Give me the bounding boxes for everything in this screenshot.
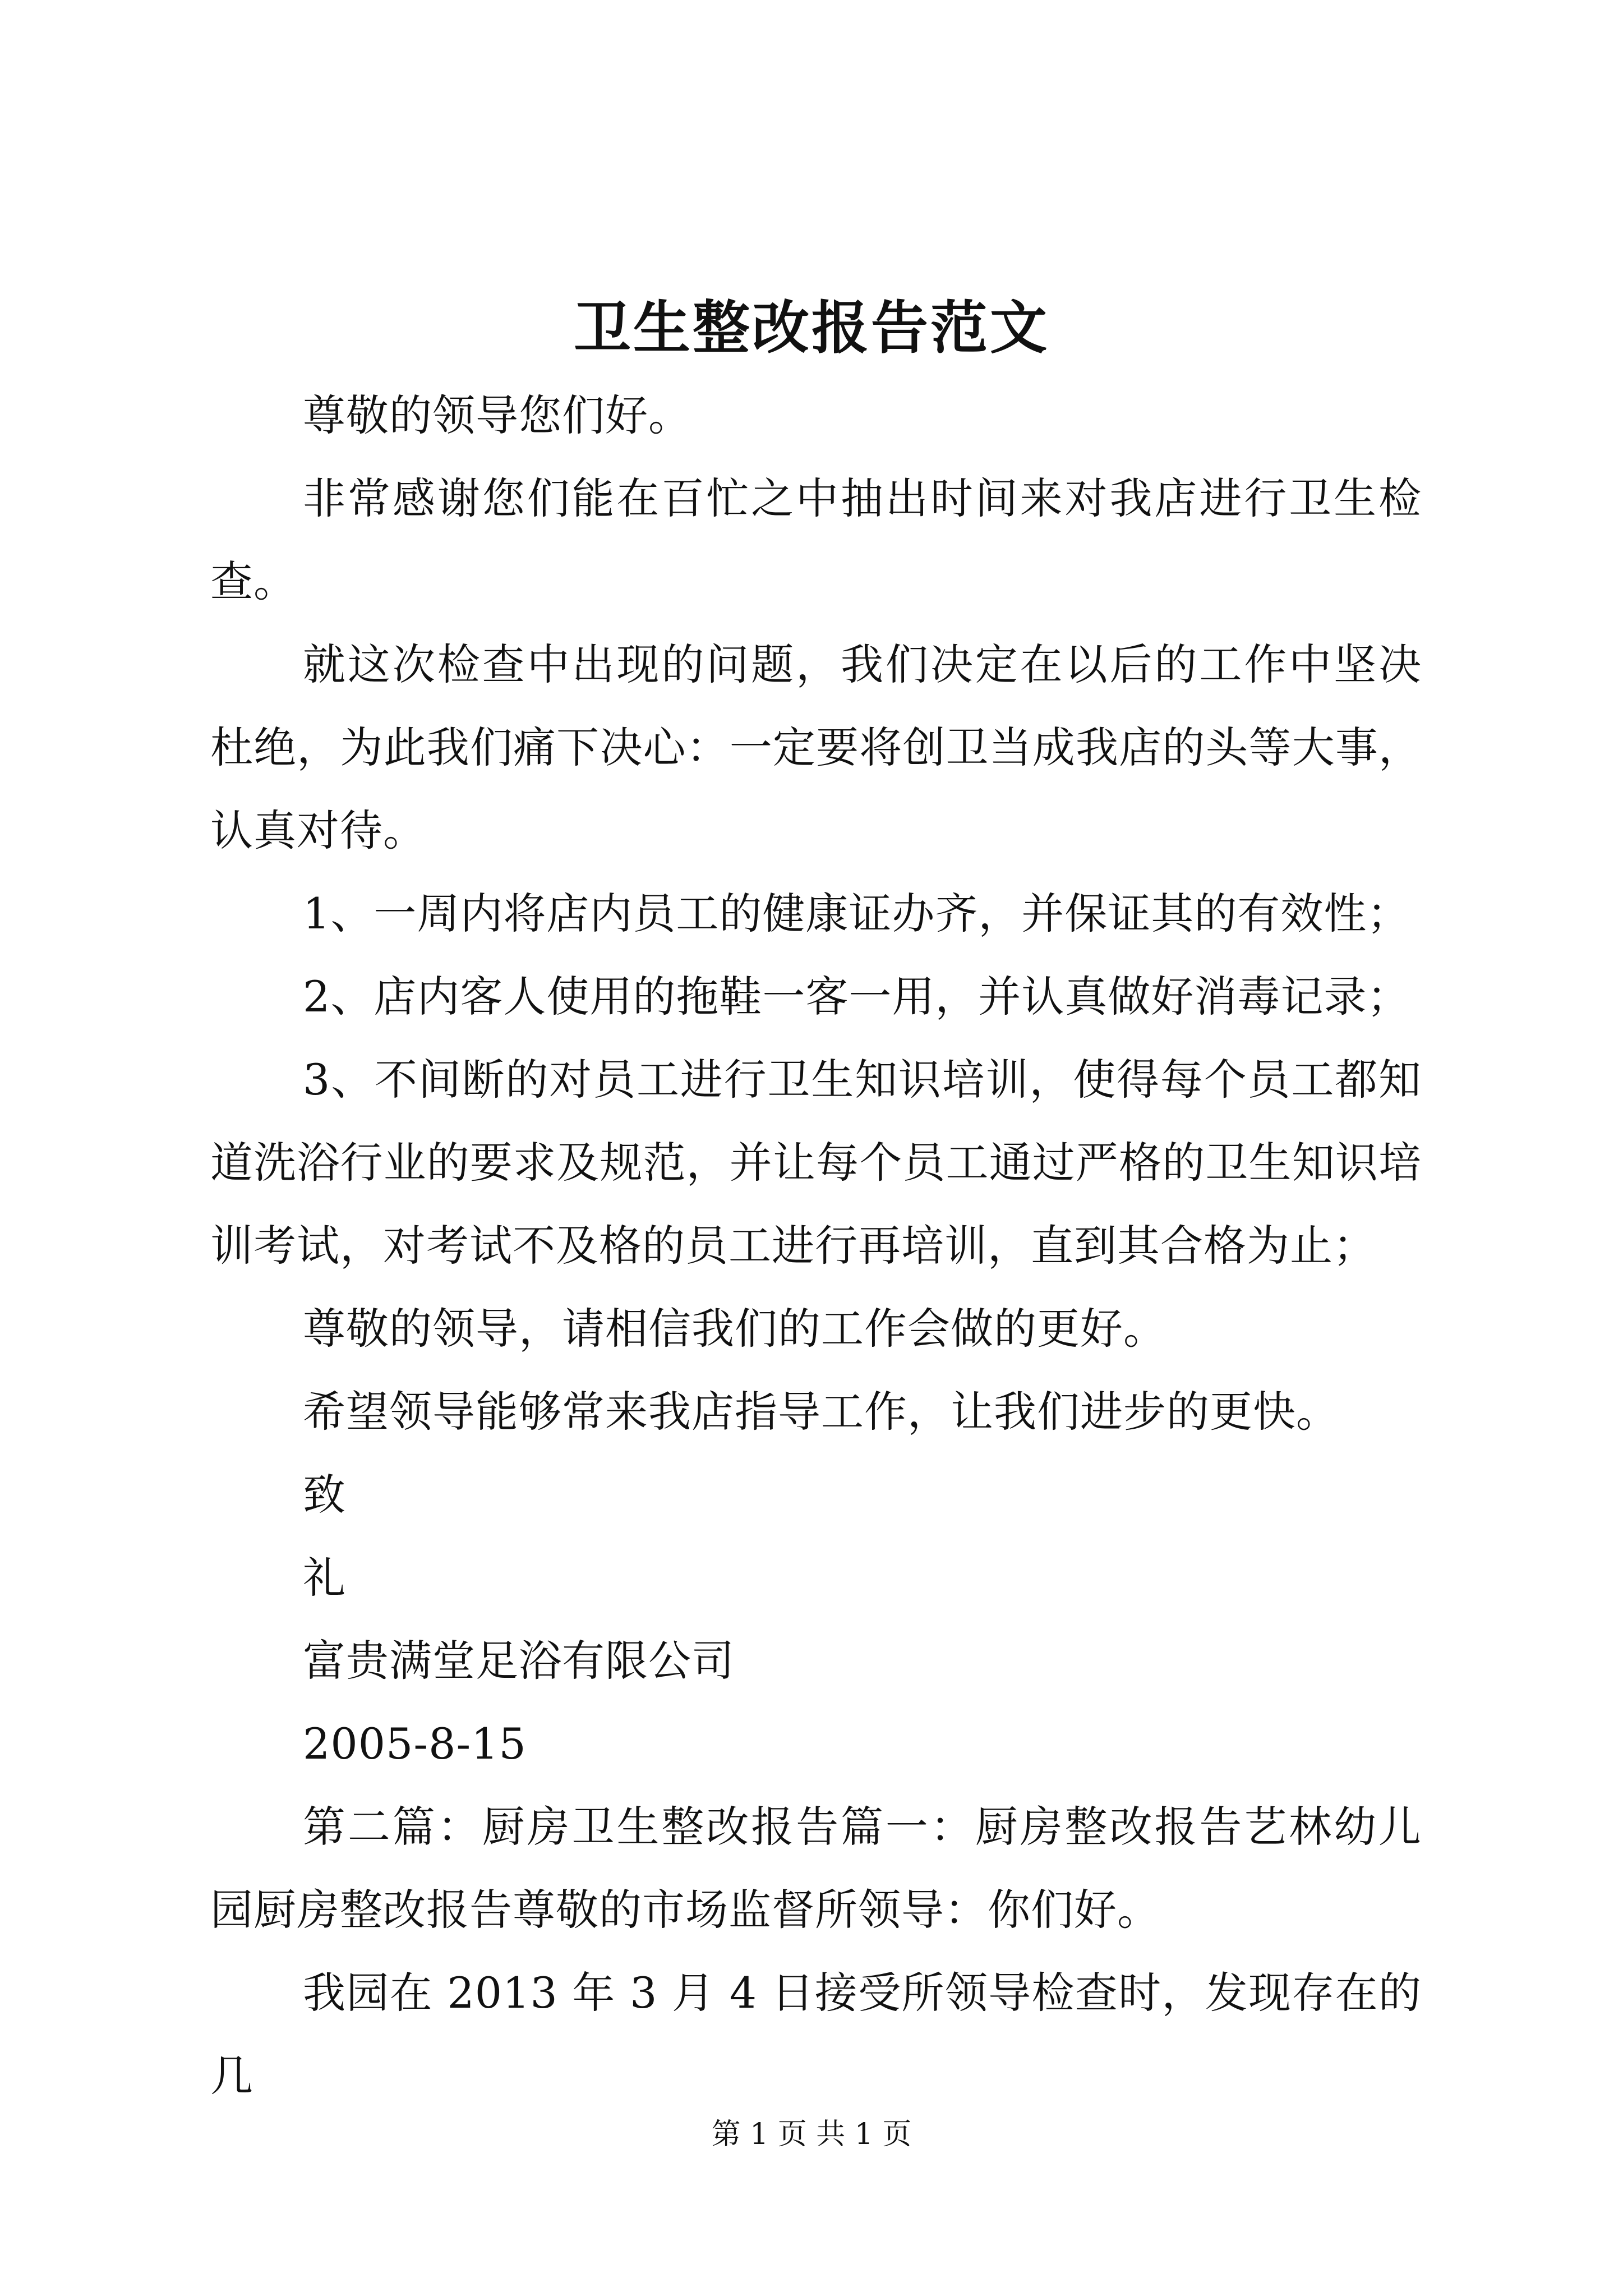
page-footer: 第 1 页 共 1 页 bbox=[711, 2118, 912, 2151]
closing-zhi: 致 bbox=[303, 1470, 346, 1520]
paragraph-hope: 希望领导能够常来我店指导工作，让我们进步的更快。 bbox=[303, 1387, 1339, 1437]
document-title: 卫生整改报告范文 bbox=[574, 295, 1049, 362]
list-item-2: 2、店内客人使用的拖鞋一客一用，并认真做好消毒记录； bbox=[303, 972, 1410, 1022]
list-item-1: 1、一周内将店内员工的健康证办齐，并保证其的有效性； bbox=[303, 889, 1410, 938]
paragraph-assurance: 尊敬的领导，请相信我们的工作会做的更好。 bbox=[303, 1304, 1166, 1354]
paragraph-thanks: 非常感谢您们能在百忙之中抽出时间来对我店进行卫生检查。 bbox=[210, 473, 1422, 606]
closing-li: 礼 bbox=[303, 1553, 346, 1603]
paragraph-greeting: 尊敬的领导您们好。 bbox=[303, 390, 691, 440]
document-body bbox=[210, 374, 1422, 2118]
paragraph-inspection: 我园在 2013 年 3 月 4 日接受所领导检查时，发现存在的几 bbox=[210, 1968, 1422, 2101]
signature-company: 富贵满堂足浴有限公司 bbox=[303, 1636, 735, 1686]
paragraph-decision: 就这次检查中出现的问题，我们决定在以后的工作中坚决杜绝，为此我们痛下决心：一定要将创卫当成我店的头等大事，认真对待。 bbox=[210, 639, 1422, 855]
list-item-3: 3、不间断的对员工进行卫生知识培训，使得每个员工都知道洗浴行业的要求及规范，并让每个员工通过严格的卫生知识培训考试，对考试不及格的员工进行再培训，直到其合格为止； bbox=[210, 1055, 1422, 1271]
signature-date: 2005-8-15 bbox=[303, 1719, 527, 1769]
paragraph-second-article: 第二篇：厨房卫生整改报告篇一：厨房整改报告艺林幼儿园厨房整改报告尊敬的市场监督所领导：你们好。 bbox=[210, 1802, 1422, 1935]
